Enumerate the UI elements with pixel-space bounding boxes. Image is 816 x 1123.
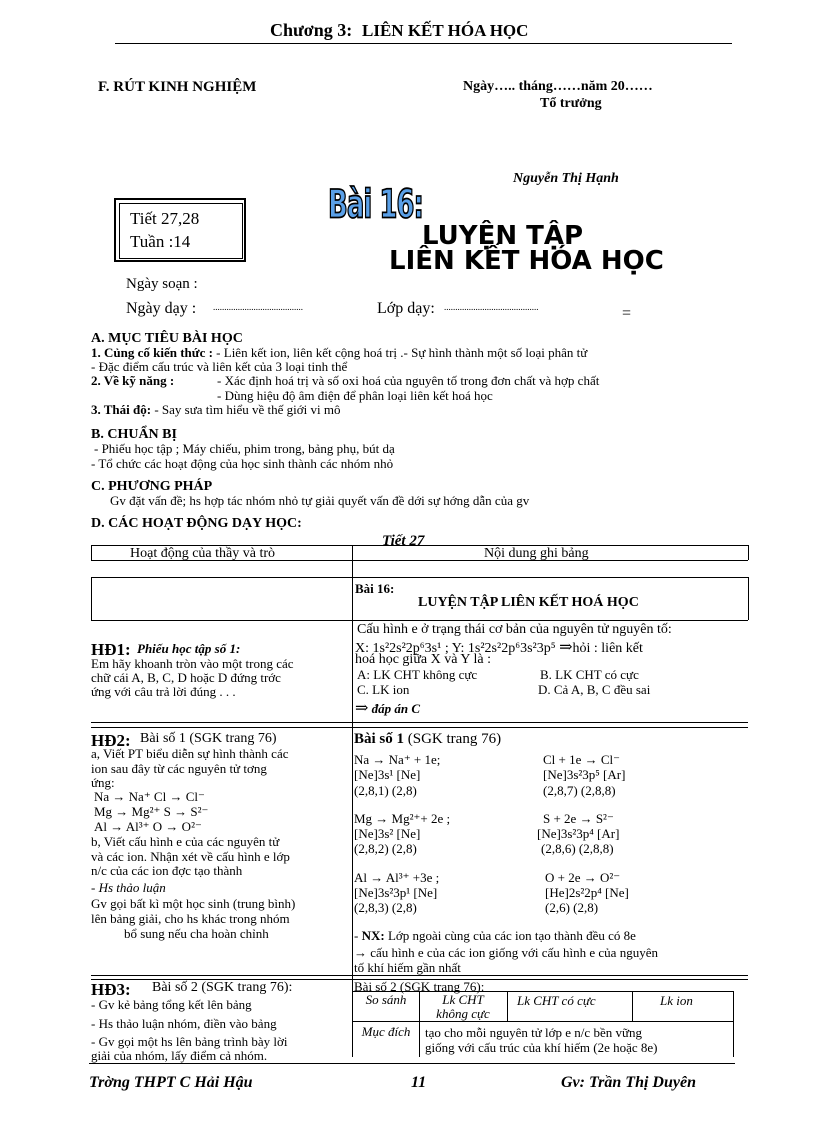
eq-mg: Mg → Mg²⁺+ 2e ; [354, 811, 451, 826]
eq-na-config: [Ne]3s¹ [Ne] [354, 767, 421, 782]
compare-table-line [353, 1021, 734, 1022]
hd2-line2: ion sau đây từ các nguyên tử tơng [91, 761, 267, 776]
hd1-label: HĐ1: [91, 640, 131, 659]
section-a-l3-text: - Say sưa tìm hiểu về thế giới vi mô [151, 402, 341, 417]
review-date: Ngày….. tháng……năm 20…… [463, 79, 653, 94]
footer-rule [89, 1063, 735, 1064]
hd2-line7: - Hs thảo luận [91, 880, 166, 895]
compare-h1: Lk CHT không cực [436, 992, 490, 1021]
hd1-line1: Em hãy khoanh tròn vào một trong các [91, 656, 294, 671]
hd2-line3: ứng: [91, 775, 115, 790]
hd3-line3: - Gv gọi một hs lên bảng trình bày lời [91, 1034, 288, 1049]
hd2-line9: lên bảng giải, cho hs khác trong nhóm [91, 911, 290, 926]
lesson-title-2: LIÊN KẾT HÓA HỌC [389, 246, 664, 276]
hd2-line10: bổ sung nếu cha hoàn chỉnh [124, 926, 269, 941]
compare-h3: Lk ion [660, 993, 693, 1008]
hd3-line2: - Hs thảo luận nhóm, điền vào bảng [91, 1016, 277, 1031]
hd2-nx-line2 [354, 945, 658, 961]
hd2-bs: Bài số 1 (SGK trang 76) [140, 731, 277, 746]
eq-na-shell: (2,8,1) (2,8) [354, 783, 417, 798]
hd1-right-line1: Cấu hình e ở trạng thái cơ bản của nguyên tử nguyên tố: [357, 622, 672, 637]
compare-table-line [353, 991, 734, 992]
eq-s-shell: (2,8,6) (2,8,8) [541, 841, 614, 856]
section-a-line2-text: - Xác định hoá trị và số oxi hoá của nguyên tố trong đơn chất và hợp chất [217, 373, 600, 388]
hd2-line8: Gv gọi bất kì một học sinh (trung bình) [91, 896, 296, 911]
compare-table-line [507, 991, 508, 1021]
lop-day-label: Lớp dạy: [377, 300, 435, 317]
hd1-phieu: Phiếu học tập số 1: [137, 641, 241, 656]
table-line [91, 577, 748, 578]
compare-h2: Lk CHT có cực [517, 993, 596, 1008]
hd2-line1: a, Viết PT biểu diễn sự hình thành các [91, 746, 289, 761]
section-a-line3 [91, 402, 341, 418]
section-a-line1b: - Đặc điểm cấu trúc và liên kết của 3 loại tinh thể [91, 359, 348, 374]
compare-table-line [733, 991, 734, 1057]
implies-icon: ⇒ [559, 639, 573, 656]
hd1-option-d: D. Cả A, B, C đều sai [538, 682, 651, 697]
hd2-nx-text2: cấu hình e của các ion giống với cấu hình e của nguyên [370, 945, 658, 960]
table-line [91, 722, 748, 723]
hd2-right-title-bold: Bài số 1 [354, 731, 405, 747]
hd1-answer [355, 698, 420, 718]
hd2-nx-line1: - NX: Lớp ngoài cùng của các ion tạo thành đều có 8e [354, 928, 636, 943]
hd2-label: HĐ2: [91, 731, 131, 750]
hd1-right-line3: hoá học giữa X và Y là : [355, 652, 492, 667]
hd2-right-title [354, 731, 501, 748]
footer-school: Trờng THPT C Hải Hậu [89, 1074, 253, 1091]
eq-mg-shell: (2,8,2) (2,8) [354, 841, 417, 856]
eq-cl-config: [Ne]3s²3p⁵ [Ar] [543, 767, 626, 782]
footer-teacher: Gv: Trần Thị Duyên [561, 1074, 696, 1091]
eq-o: O + 2e → O²⁻ [545, 870, 621, 885]
compare-m1: tạo cho mỗi nguyên tử lớp e n/c bền vững [425, 1025, 643, 1040]
section-a-l3-label: 3. Thái độ: [91, 402, 152, 417]
eq-al-shell: (2,8,3) (2,8) [354, 900, 417, 915]
hd2-right-title-sub: (SGK trang 76) [404, 731, 502, 747]
table-col2-header: Nội dung ghi bảng [484, 546, 589, 561]
hd1-answer-text: đáp án C [371, 701, 421, 716]
review-role: Tổ trưởng [540, 96, 602, 111]
section-c-text: Gv đặt vấn đề; hs hợp tác nhóm nhỏ tự giải quyết vấn đề dới sự hớng dẫn của gv [110, 493, 530, 508]
eq-s-config: [Ne]3s²3p⁴ [Ar] [537, 826, 620, 841]
section-a-l2-label: 2. Về kỹ năng : [91, 373, 175, 388]
hd3-line1: - Gv kẻ bảng tổng kết lên bảng [91, 997, 252, 1012]
hd1-line3: ứng với câu trả lời đúng . . . [91, 684, 236, 699]
lop-day-dots: .......................................... [444, 302, 539, 312]
hd1-line2: chữ cái A, B, C, D hoặc D đứng trớc [91, 670, 281, 685]
ngay-day-dots: ........................................ [213, 302, 303, 312]
hd1-question: hỏi : liên kết [572, 641, 643, 656]
section-b-line2: - Tổ chức các hoạt động của học sinh thành các nhóm nhỏ [91, 456, 394, 471]
eq-cl-shell: (2,8,7) (2,8,8) [543, 783, 616, 798]
row1-bai: Bài 16: [355, 581, 395, 596]
hd1-option-c: C. LK ion [357, 682, 410, 697]
hd2-eq2: Mg → Mg²⁺ S → S²⁻ [94, 804, 209, 819]
table-col1-header: Hoạt động của thầy và trò [130, 546, 276, 561]
eq-na: Na → Na⁺ + 1e; [354, 752, 441, 767]
compare-table-line [632, 991, 633, 1021]
eq-o-config: [He]2s²2p⁴ [Ne] [545, 885, 629, 900]
equals-sign: = [622, 305, 632, 322]
lesson-tuan: Tuần :14 [130, 232, 191, 251]
eq-al-config: [Ne]3s²3p¹ [Ne] [354, 885, 438, 900]
eq-al: Al → Al³⁺ +3e ; [354, 870, 440, 885]
compare-table-line [419, 991, 420, 1057]
section-a-title: A. MỤC TIÊU BÀI HỌC [91, 331, 243, 346]
section-b-line1: - Phiếu học tập ; Máy chiếu, phim trong, bảng phụ, bút dạ [94, 441, 395, 456]
table-line [748, 545, 749, 560]
hd2-nx-label: NX: [361, 928, 385, 943]
table-line [91, 727, 748, 728]
section-a-l1-text: - Liên kết ion, liên kết cộng hoá trị .- Sự hình thành một số loại phân tử [212, 345, 588, 360]
section-a-line2b: - Dùng hiệu độ âm điện để phân loại liên kết hoá học [217, 388, 493, 403]
section-a-line2 [91, 373, 174, 389]
hd2-line5: và các ion. Nhận xét về cấu hình e lớp [91, 849, 290, 864]
ngay-day-label: Ngày dạy : [126, 300, 197, 317]
hd3-label: HĐ3: [91, 980, 131, 999]
section-d-title: D. CÁC HOẠT ĐỘNG DẠY HỌC: [91, 516, 302, 531]
eq-mg-config: [Ne]3s² [Ne] [354, 826, 421, 841]
hd2-eq3: Al → Al³⁺ O → O²⁻ [94, 819, 202, 834]
eq-cl: Cl + 1e → Cl⁻ [543, 752, 621, 767]
lesson-number: Bài 16: [328, 183, 423, 228]
table-line [748, 577, 749, 620]
section-f-title: F. RÚT KINH NGHIỆM [98, 79, 257, 95]
lesson-tiet: Tiết 27,28 [130, 209, 200, 228]
hd2-nx-line3: tố khí hiếm gần nhất [354, 960, 461, 975]
hd2-line6: n/c của các ion đợc tạo thành [91, 863, 243, 878]
row1-title: LUYỆN TẬP LIÊN KẾT HOÁ HỌC [418, 595, 639, 610]
section-c-title: C. PHƯƠNG PHÁP [91, 479, 213, 494]
footer-page-number: 11 [411, 1074, 427, 1091]
chapter-title: LIÊN KẾT HÓA HỌC [362, 21, 529, 40]
tiet-27-label: Tiết 27 [382, 533, 425, 549]
table-line [91, 545, 92, 560]
hd2-line4: b, Viết cấu hình e của các nguyên tử [91, 834, 280, 849]
hd2-eq1: Na → Na⁺ Cl → Cl⁻ [94, 789, 205, 804]
implies-icon: ⇒ [355, 700, 369, 717]
arrow-right-icon: → [354, 945, 367, 960]
header-rule [115, 43, 732, 44]
table-line [91, 577, 92, 620]
hd1-config-xy: X: 1s²2s²2p⁶3s¹ ; Y: 1s²2s²2p⁶3s²3p⁵ [355, 641, 556, 656]
eq-o-shell: (2,6) (2,8) [545, 900, 599, 915]
table-line [352, 545, 353, 1057]
section-a-l1-label: 1. Củng cố kiến thức : [91, 345, 213, 360]
hd3-right-title: Bài số 2 (SGK trang 76): [354, 979, 485, 994]
section-b-title: B. CHUẨN BỊ [91, 427, 177, 442]
hd2-nx-text: Lớp ngoài cùng của các ion tạo thành đều có 8e [384, 928, 636, 943]
hd1-option-b: B. LK CHT có cực [540, 667, 639, 682]
ngay-soan-label: Ngày soạn : [126, 276, 198, 292]
compare-m2: giống với cấu trúc của khí hiếm (2e hoặc 8e) [425, 1040, 658, 1055]
compare-h0: So sánh [365, 992, 407, 1007]
lesson-title-1: LUYỆN TẬP [422, 221, 584, 251]
compare-m0: Mục đích [361, 1024, 411, 1039]
reviewer-name: Nguyễn Thị Hạnh [513, 171, 619, 186]
eq-s: S + 2e → S²⁻ [543, 811, 614, 826]
chapter-label: Chương 3: [270, 20, 353, 40]
hd1-option-a: A: LK CHT không cực [357, 667, 478, 682]
hd3-bs: Bài số 2 (SGK trang 76): [152, 980, 293, 995]
table-line [91, 620, 748, 621]
hd3-line4: giải của nhóm, lấy điểm cả nhóm. [91, 1048, 268, 1063]
